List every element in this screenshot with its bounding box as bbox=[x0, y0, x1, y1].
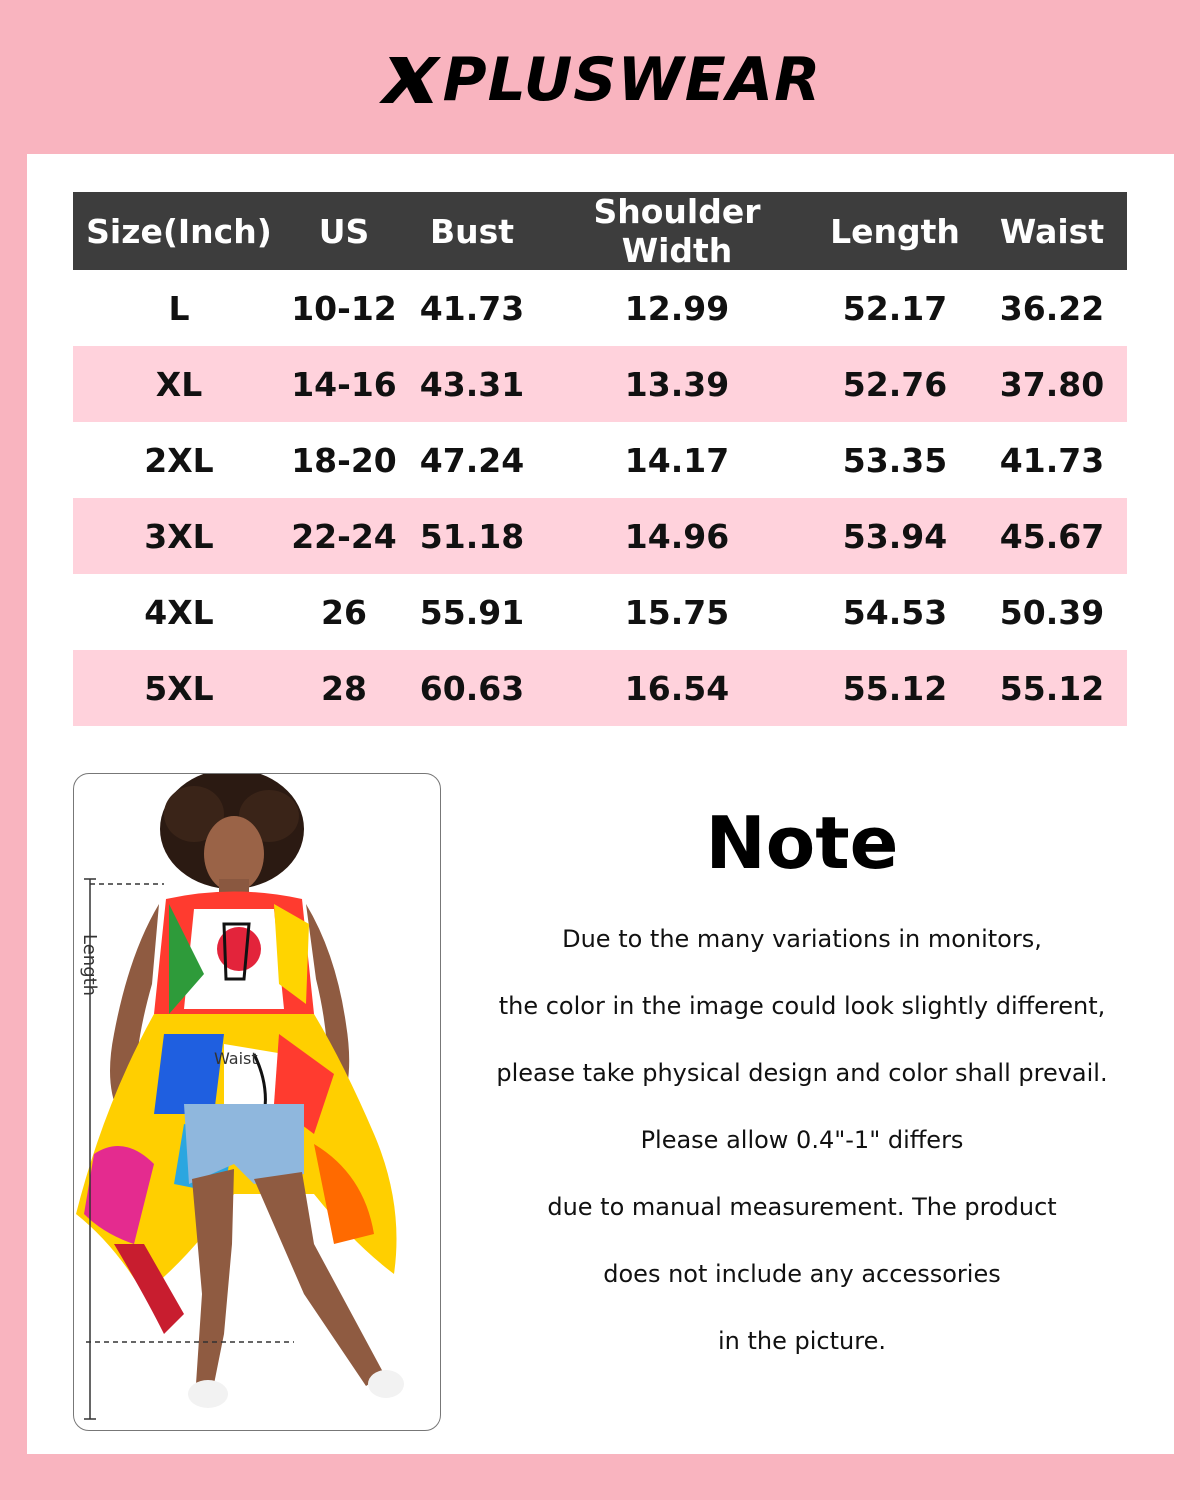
note-text bbox=[487, 924, 1117, 1393]
cell-waist: 55.12 bbox=[977, 650, 1127, 726]
table-header-row bbox=[73, 192, 1127, 270]
cell-length: 53.94 bbox=[813, 498, 977, 574]
cell-size: XL bbox=[73, 346, 285, 422]
size-table bbox=[73, 192, 1127, 726]
cell-size: 2XL bbox=[144, 440, 214, 480]
note-line: the color in the image could look slightly different, bbox=[498, 992, 1106, 1020]
cell-waist: 36.22 bbox=[999, 288, 1105, 328]
cell-waist: 37.80 bbox=[977, 346, 1127, 422]
cell-length: 52.76 bbox=[813, 346, 977, 422]
brand-logo bbox=[0, 40, 1200, 120]
note-line: due to manual measurement. The product bbox=[547, 1193, 1057, 1221]
brand-name: PLUSWEAR bbox=[442, 45, 822, 115]
table-row bbox=[73, 346, 1127, 422]
cell-waist: 50.39 bbox=[999, 592, 1105, 632]
cell-shoulder: 12.99 bbox=[624, 288, 730, 328]
note-title: Note bbox=[705, 801, 899, 885]
note-line: Due to the many variations in monitors, bbox=[562, 925, 1042, 953]
note-line: please take physical design and color shall prevail. bbox=[496, 1059, 1108, 1087]
cell-shoulder: 14.17 bbox=[624, 440, 730, 480]
cell-size: 4XL bbox=[144, 592, 214, 632]
cell-size: 3XL bbox=[73, 498, 285, 574]
cell-shoulder: 14.96 bbox=[541, 498, 813, 574]
cell-shoulder: 16.54 bbox=[541, 650, 813, 726]
brand-x-icon bbox=[379, 55, 441, 105]
table-row bbox=[73, 270, 1127, 346]
model-photo bbox=[73, 773, 441, 1431]
cell-bust: 41.73 bbox=[419, 288, 525, 328]
cell-us: 26 bbox=[321, 592, 367, 632]
cell-waist: 45.67 bbox=[977, 498, 1127, 574]
cell-length: 55.12 bbox=[813, 650, 977, 726]
cell-us: 28 bbox=[285, 650, 403, 726]
cell-size: 5XL bbox=[73, 650, 285, 726]
header-size: Size(Inch) bbox=[73, 192, 285, 270]
table-row bbox=[73, 650, 1127, 726]
cell-size: L bbox=[168, 288, 190, 328]
cell-us: 10-12 bbox=[291, 288, 397, 328]
cell-bust: 43.31 bbox=[403, 346, 541, 422]
header-shoulder-width: Shoulder Width bbox=[541, 192, 813, 270]
table-row bbox=[73, 498, 1127, 574]
note-section bbox=[487, 784, 1117, 1393]
length-label: Length bbox=[79, 934, 100, 997]
header-length: Length bbox=[813, 192, 977, 270]
cell-us: 14-16 bbox=[285, 346, 403, 422]
cell-bust: 51.18 bbox=[403, 498, 541, 574]
cell-shoulder: 15.75 bbox=[624, 592, 730, 632]
size-chart-card bbox=[27, 154, 1174, 1454]
header-waist: Waist bbox=[977, 192, 1127, 270]
note-line: does not include any accessories bbox=[603, 1260, 1001, 1288]
cell-shoulder: 13.39 bbox=[541, 346, 813, 422]
cell-bust: 60.63 bbox=[403, 650, 541, 726]
cell-us: 22-24 bbox=[285, 498, 403, 574]
cell-us: 18-20 bbox=[291, 440, 397, 480]
cell-bust: 47.24 bbox=[419, 440, 525, 480]
cell-waist: 41.73 bbox=[999, 440, 1105, 480]
waist-label: Waist bbox=[214, 1049, 258, 1068]
cell-bust: 55.91 bbox=[419, 592, 525, 632]
header-us: US bbox=[285, 192, 403, 270]
table-row bbox=[73, 422, 1127, 498]
cell-length: 53.35 bbox=[842, 440, 948, 480]
note-line: Please allow 0.4"-1" differs bbox=[640, 1126, 964, 1154]
cell-length: 54.53 bbox=[842, 592, 948, 632]
table-row bbox=[73, 574, 1127, 650]
note-line: in the picture. bbox=[718, 1327, 886, 1355]
header-bust: Bust bbox=[403, 192, 541, 270]
cell-length: 52.17 bbox=[842, 288, 948, 328]
